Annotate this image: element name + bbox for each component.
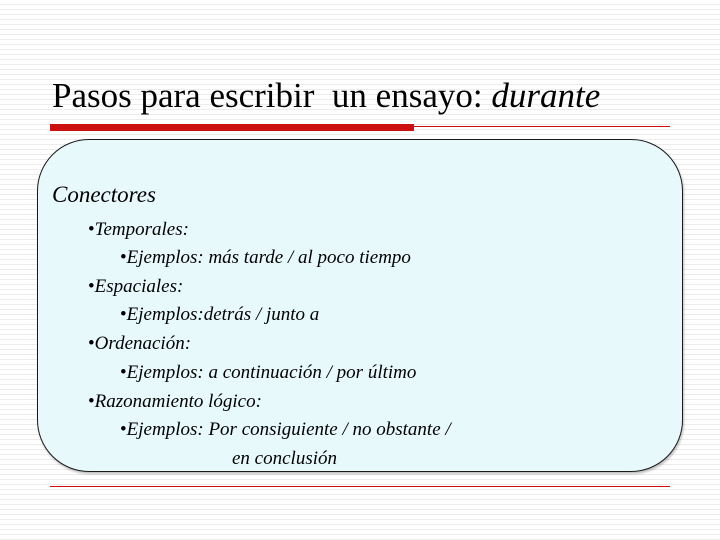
examples-label: Ejemplos: a continuación / por último xyxy=(126,362,417,383)
slide-title xyxy=(52,74,600,118)
category-label: Espaciales: xyxy=(94,276,184,297)
bullet-glyph: • xyxy=(88,333,95,354)
examples-continuation: en conclusión xyxy=(232,448,338,469)
bullet-glyph: • xyxy=(120,304,127,325)
bullet-glyph: • xyxy=(120,247,127,268)
list-item-examples xyxy=(120,246,411,270)
slide-title-main: Pasos para escribir un ensayo: xyxy=(52,76,492,115)
examples-label: Ejemplos: Por consiguiente / no obstante / xyxy=(126,419,451,440)
category-label: Temporales: xyxy=(94,219,189,240)
category-label: Ordenación: xyxy=(94,333,192,354)
bullet-glyph: • xyxy=(88,276,95,297)
box-heading: Conectores xyxy=(52,182,156,207)
list-item-examples xyxy=(120,303,319,327)
list-item-category xyxy=(88,218,189,242)
list-item-examples xyxy=(120,418,451,442)
bullet-glyph: • xyxy=(88,391,95,412)
examples-label: Ejemplos:detrás / junto a xyxy=(126,304,320,325)
category-label: Razonamiento lógico: xyxy=(94,391,262,412)
footer-rule xyxy=(50,486,670,487)
list-item-category xyxy=(88,390,262,414)
examples-label: Ejemplos: más tarde / al poco tiempo xyxy=(126,247,411,268)
bullet-glyph: • xyxy=(88,219,95,240)
bullet-glyph: • xyxy=(120,362,127,383)
bullet-glyph: • xyxy=(120,419,127,440)
list-item-category xyxy=(88,275,183,299)
title-underline-thin xyxy=(414,126,670,127)
title-underline-accent xyxy=(50,124,414,131)
list-item-examples xyxy=(120,361,416,385)
slide-title-emphasis: durante xyxy=(491,76,601,115)
list-item-category xyxy=(88,332,191,356)
